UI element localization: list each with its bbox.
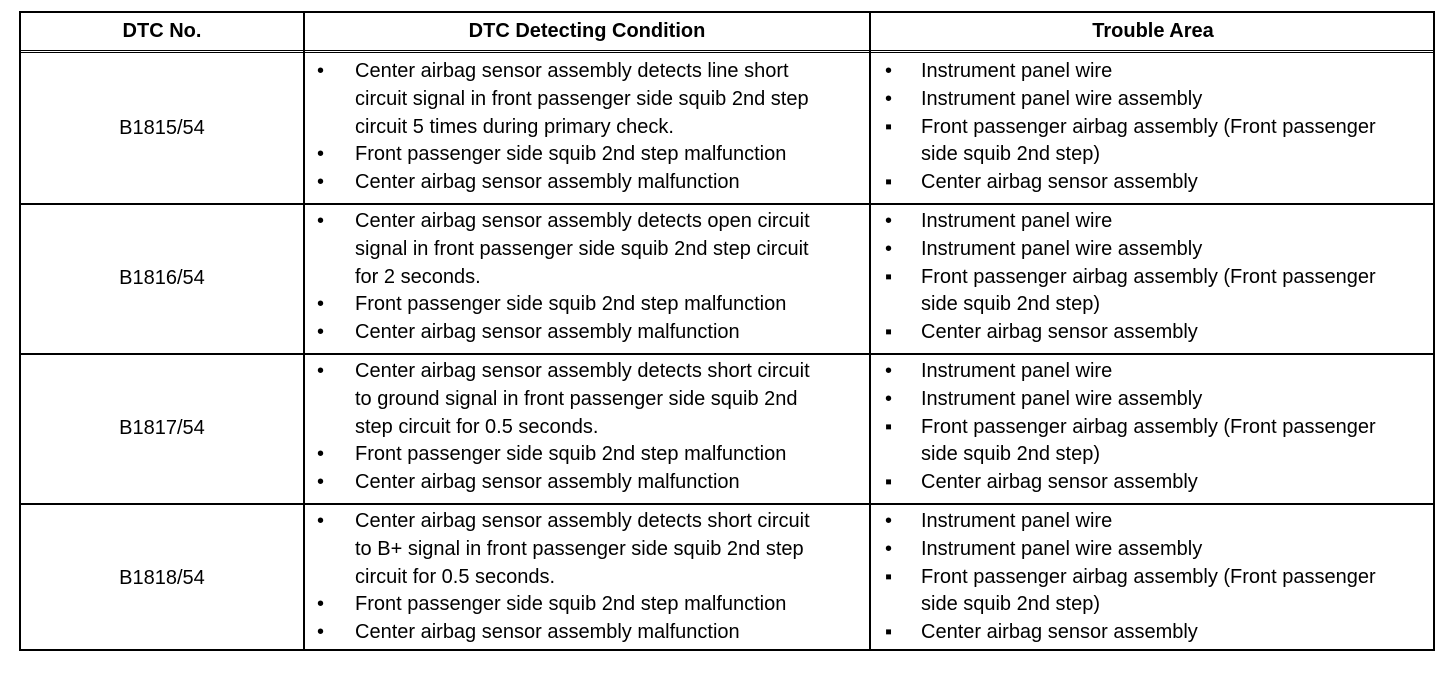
line-text: Instrument panel wire	[921, 510, 1113, 532]
dtc-code: B1817/54	[119, 416, 205, 439]
line-text: to B+ signal in front passenger side squib 2nd step	[355, 537, 804, 560]
bullet-icon: •	[317, 621, 325, 644]
condition-line	[305, 508, 865, 536]
trouble-area-line	[871, 619, 1431, 647]
condition-line	[305, 58, 865, 86]
condition-line	[305, 441, 865, 469]
line-text: Center airbag sensor assembly malfunction	[355, 621, 740, 644]
condition-line	[305, 264, 865, 292]
trouble-area-line	[871, 291, 1431, 319]
bullet-icon: ▪	[885, 565, 893, 588]
bullet-icon: •	[885, 87, 893, 110]
trouble-area-line	[871, 208, 1431, 236]
line-text: Front passenger airbag assembly (Front passenger	[921, 565, 1376, 588]
bullet-icon: ▪	[885, 115, 893, 138]
trouble-area-line	[871, 564, 1431, 592]
condition-line	[305, 414, 865, 442]
line-text: Front passenger airbag assembly (Front passenger	[921, 265, 1376, 288]
bullet-icon: •	[317, 293, 325, 316]
condition-list	[305, 208, 865, 347]
condition-list	[305, 508, 865, 647]
bullet-icon: •	[317, 593, 325, 616]
condition-line	[305, 141, 865, 169]
line-text: Center airbag sensor assembly	[921, 471, 1198, 494]
line-text: Front passenger side squib 2nd step malfunction	[355, 293, 787, 316]
line-text: Front passenger airbag assembly (Front passenger	[921, 115, 1376, 138]
trouble-area-line	[871, 386, 1431, 414]
trouble-area-list	[871, 508, 1431, 647]
trouble-area-line	[871, 169, 1431, 197]
bullet-icon: ▪	[885, 171, 893, 194]
dtc-code: B1816/54	[119, 266, 205, 289]
line-text: circuit 5 times during primary check.	[355, 115, 674, 138]
bullet-icon: •	[317, 210, 325, 232]
bullet-icon: •	[885, 537, 893, 560]
bullet-icon: ▪	[885, 415, 893, 438]
line-text: Instrument panel wire	[921, 60, 1113, 82]
line-text: signal in front passenger side squib 2nd step circuit	[355, 237, 809, 260]
trouble-area-line	[871, 508, 1431, 536]
bullet-icon: •	[885, 360, 893, 382]
line-text: for 2 seconds.	[355, 265, 481, 288]
table-row	[21, 353, 1433, 503]
trouble-area-line	[871, 236, 1431, 264]
condition-line	[305, 208, 865, 236]
condition-list	[305, 58, 865, 197]
trouble-area-line	[871, 141, 1431, 169]
line-text: Front passenger side squib 2nd step malfunction	[355, 443, 787, 466]
line-text: side squib 2nd step)	[921, 293, 1101, 316]
line-text: Center airbag sensor assembly detects open circuit	[355, 210, 810, 232]
table-row	[21, 503, 1433, 653]
trouble-area-line	[871, 536, 1431, 564]
condition-line	[305, 291, 865, 319]
line-text: Center airbag sensor assembly malfunction	[355, 171, 740, 194]
bullet-icon: ▪	[885, 621, 893, 644]
header-dtc-no: DTC No.	[122, 20, 202, 42]
trouble-area-list	[871, 208, 1431, 347]
bullet-icon: •	[885, 60, 893, 82]
dtc-table	[19, 11, 1435, 651]
condition-list	[305, 358, 865, 497]
bullet-icon: •	[317, 143, 325, 166]
trouble-area-line	[871, 441, 1431, 469]
bullet-icon: •	[885, 387, 893, 410]
condition-line	[305, 619, 865, 647]
trouble-area-list	[871, 58, 1431, 197]
trouble-area-line	[871, 319, 1431, 347]
condition-line	[305, 591, 865, 619]
condition-line	[305, 386, 865, 414]
line-text: Center airbag sensor assembly detects short circuit	[355, 510, 810, 532]
line-text: Instrument panel wire	[921, 360, 1113, 382]
dtc-code: B1815/54	[119, 116, 205, 139]
trouble-area-line	[871, 58, 1431, 86]
condition-line	[305, 86, 865, 114]
line-text: circuit for 0.5 seconds.	[355, 565, 556, 588]
line-text: side squib 2nd step)	[921, 143, 1101, 166]
bullet-icon: •	[885, 510, 893, 532]
line-text: side squib 2nd step)	[921, 443, 1101, 466]
bullet-icon: •	[885, 210, 893, 232]
line-text: circuit signal in front passenger side squib 2nd step	[355, 87, 809, 110]
line-text: Front passenger airbag assembly (Front passenger	[921, 415, 1376, 438]
bullet-icon: •	[317, 360, 325, 382]
bullet-icon: •	[317, 443, 325, 466]
trouble-area-line	[871, 591, 1431, 619]
bullet-icon: ▪	[885, 471, 893, 494]
line-text: side squib 2nd step)	[921, 593, 1101, 616]
table-header	[21, 13, 1433, 50]
condition-line	[305, 114, 865, 142]
trouble-area-list	[871, 358, 1431, 497]
dtc-code: B1818/54	[119, 566, 205, 589]
line-text: Instrument panel wire	[921, 210, 1113, 232]
trouble-area-line	[871, 114, 1431, 142]
line-text: Instrument panel wire assembly	[921, 237, 1203, 260]
line-text: Instrument panel wire assembly	[921, 537, 1203, 560]
bullet-icon: ▪	[885, 321, 893, 344]
trouble-area-line	[871, 264, 1431, 292]
line-text: Front passenger side squib 2nd step malfunction	[355, 143, 787, 166]
header-detecting-condition: DTC Detecting Condition	[468, 20, 706, 42]
table-row	[21, 53, 1433, 203]
bullet-icon: •	[885, 237, 893, 260]
bullet-icon: •	[317, 510, 325, 532]
condition-line	[305, 236, 865, 264]
line-text: Center airbag sensor assembly malfunction	[355, 471, 740, 494]
line-text: Front passenger side squib 2nd step malfunction	[355, 593, 787, 616]
line-text: Center airbag sensor assembly detects short circuit	[355, 360, 810, 382]
line-text: Center airbag sensor assembly detects line short	[355, 60, 789, 82]
bullet-icon: ▪	[885, 265, 893, 288]
header-trouble-area: Trouble Area	[1092, 20, 1214, 42]
condition-line	[305, 469, 865, 497]
condition-line	[305, 564, 865, 592]
line-text: step circuit for 0.5 seconds.	[355, 415, 599, 438]
table-row	[21, 203, 1433, 353]
line-text: Instrument panel wire assembly	[921, 387, 1203, 410]
condition-line	[305, 319, 865, 347]
condition-line	[305, 536, 865, 564]
condition-line	[305, 358, 865, 386]
trouble-area-line	[871, 86, 1431, 114]
bullet-icon: •	[317, 471, 325, 494]
bullet-icon: •	[317, 321, 325, 344]
bullet-icon: •	[317, 60, 325, 82]
line-text: Center airbag sensor assembly	[921, 321, 1198, 344]
trouble-area-line	[871, 469, 1431, 497]
trouble-area-line	[871, 358, 1431, 386]
line-text: Instrument panel wire assembly	[921, 87, 1203, 110]
line-text: to ground signal in front passenger side squib 2nd	[355, 387, 798, 410]
line-text: Center airbag sensor assembly	[921, 621, 1198, 644]
line-text: Center airbag sensor assembly	[921, 171, 1198, 194]
condition-line	[305, 169, 865, 197]
line-text: Center airbag sensor assembly malfunction	[355, 321, 740, 344]
trouble-area-line	[871, 414, 1431, 442]
bullet-icon: •	[317, 171, 325, 194]
